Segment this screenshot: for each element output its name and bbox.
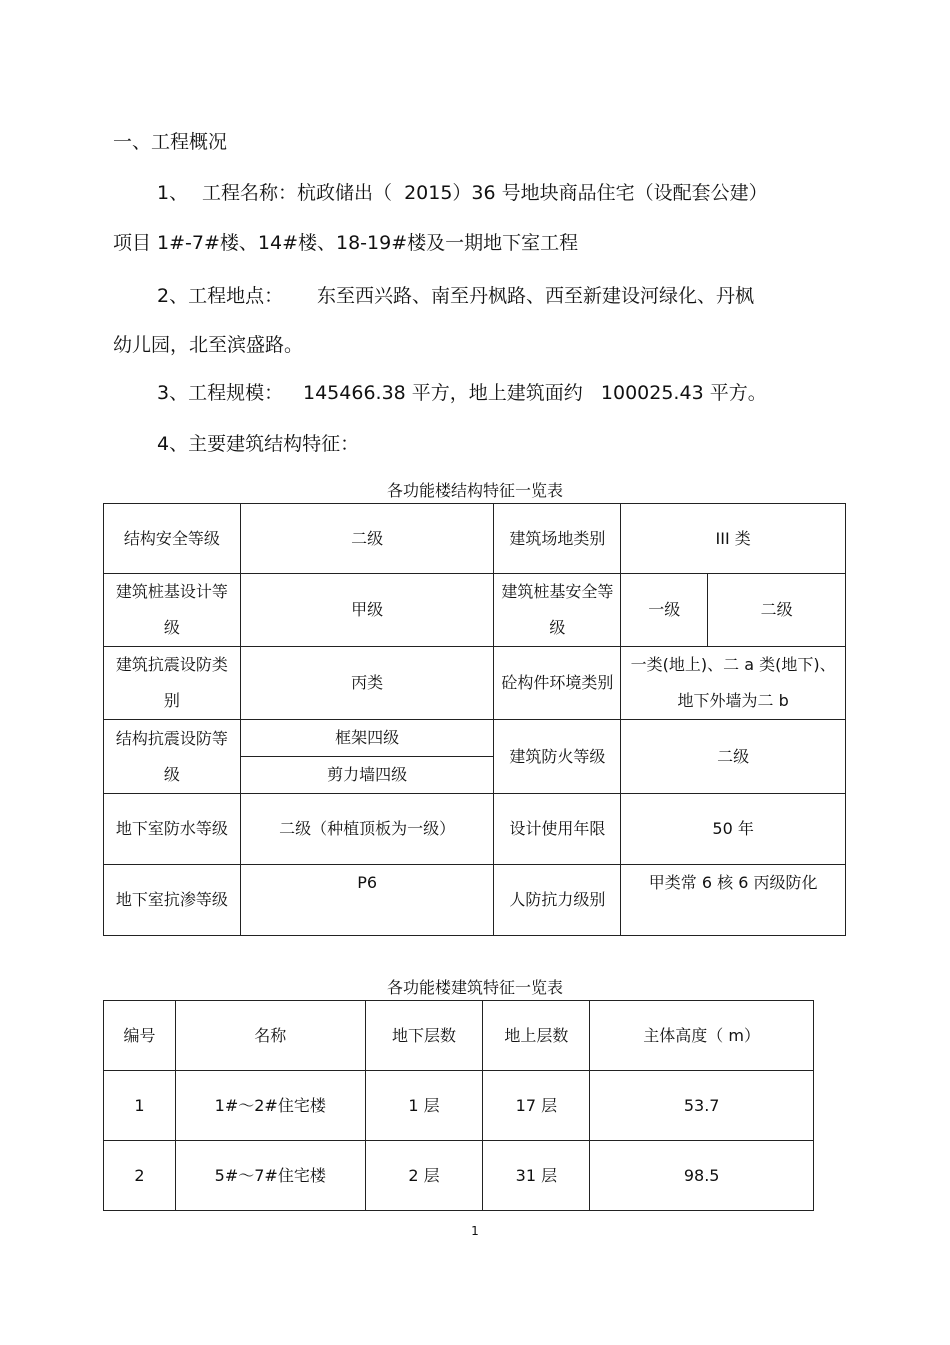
structure-table xyxy=(103,503,846,936)
header-cell: 主体高度（ m） xyxy=(590,1001,814,1071)
header-cell: 地上层数 xyxy=(483,1001,590,1071)
cell: 结构安全等级 xyxy=(104,504,241,574)
cell: 1#～2#住宅楼 xyxy=(175,1071,365,1141)
cell: 地下室抗渗等级 xyxy=(104,865,241,936)
item-3-label: 3、工程规模： xyxy=(157,382,284,404)
cell: III 类 xyxy=(621,504,846,574)
cell: 框架四级 xyxy=(240,720,494,757)
cell: 17 层 xyxy=(483,1071,590,1141)
cell: 一级 xyxy=(621,574,708,647)
cell: 剪力墙四级 xyxy=(240,757,494,794)
building-table xyxy=(103,1000,814,1211)
cell: 98.5 xyxy=(590,1141,814,1211)
cell: 人防抗力级别 xyxy=(494,865,621,936)
item-2-label: 2、工程地点： xyxy=(157,285,284,307)
item-1-text: 工程名称：杭政储出（ 2015）36 号地块商品住宅（设配套公建） xyxy=(202,182,768,204)
cell: 建筑桩基设计等级 xyxy=(104,574,241,647)
cell: 建筑防火等级 xyxy=(494,720,621,794)
cell: 一类(地上)、二 a 类(地下)、地下外墙为二 b xyxy=(621,647,846,720)
cell: P6 xyxy=(240,865,494,936)
cell: 二级（种植顶板为一级） xyxy=(240,794,494,865)
item-2-continuation: 幼儿园，北至滨盛路。 xyxy=(113,334,304,356)
cell: 二级 xyxy=(240,504,494,574)
table-row xyxy=(104,1141,814,1211)
cell: 结构抗震设防等级 xyxy=(104,720,241,794)
header-cell: 名称 xyxy=(175,1001,365,1071)
cell: 50 年 xyxy=(621,794,846,865)
item-3-text: 145466.38 平方，地上建筑面约 100025.43 平方。 xyxy=(303,382,767,404)
table1-caption: 各功能楼结构特征一览表 xyxy=(386,481,563,500)
table2-caption: 各功能楼建筑特征一览表 xyxy=(386,978,563,997)
cell: 31 层 xyxy=(483,1141,590,1211)
cell: 1 xyxy=(104,1071,176,1141)
cell: 1 层 xyxy=(365,1071,483,1141)
cell: 砼构件环境类别 xyxy=(494,647,621,720)
cell: 甲类常 6 核 6 丙级防化 xyxy=(621,865,846,936)
header-cell: 地下层数 xyxy=(365,1001,483,1071)
item-1-label: 1、 xyxy=(157,182,189,204)
cell: 建筑桩基安全等级 xyxy=(494,574,621,647)
cell: 设计使用年限 xyxy=(494,794,621,865)
cell: 丙类 xyxy=(240,647,494,720)
cell: 建筑抗震设防类别 xyxy=(104,647,241,720)
cell: 2 层 xyxy=(365,1141,483,1211)
page-number: 1 xyxy=(471,1224,479,1238)
cell: 二级 xyxy=(708,574,846,647)
cell: 地下室防水等级 xyxy=(104,794,241,865)
cell: 5#～7#住宅楼 xyxy=(175,1141,365,1211)
item-4-label: 4、主要建筑结构特征： xyxy=(157,433,360,455)
section-heading: 一、工程概况 xyxy=(113,131,228,153)
item-1-continuation: 项目 1#-7#楼、14#楼、18-19#楼及一期地下室工程 xyxy=(113,232,579,254)
cell: 建筑场地类别 xyxy=(494,504,621,574)
cell: 二级 xyxy=(621,720,846,794)
cell: 2 xyxy=(104,1141,176,1211)
cell: 53.7 xyxy=(590,1071,814,1141)
item-2-text: 东至西兴路、南至丹枫路、西至新建设河绿化、丹枫 xyxy=(317,285,755,307)
cell: 甲级 xyxy=(240,574,494,647)
header-cell: 编号 xyxy=(104,1001,176,1071)
table-row xyxy=(104,1071,814,1141)
